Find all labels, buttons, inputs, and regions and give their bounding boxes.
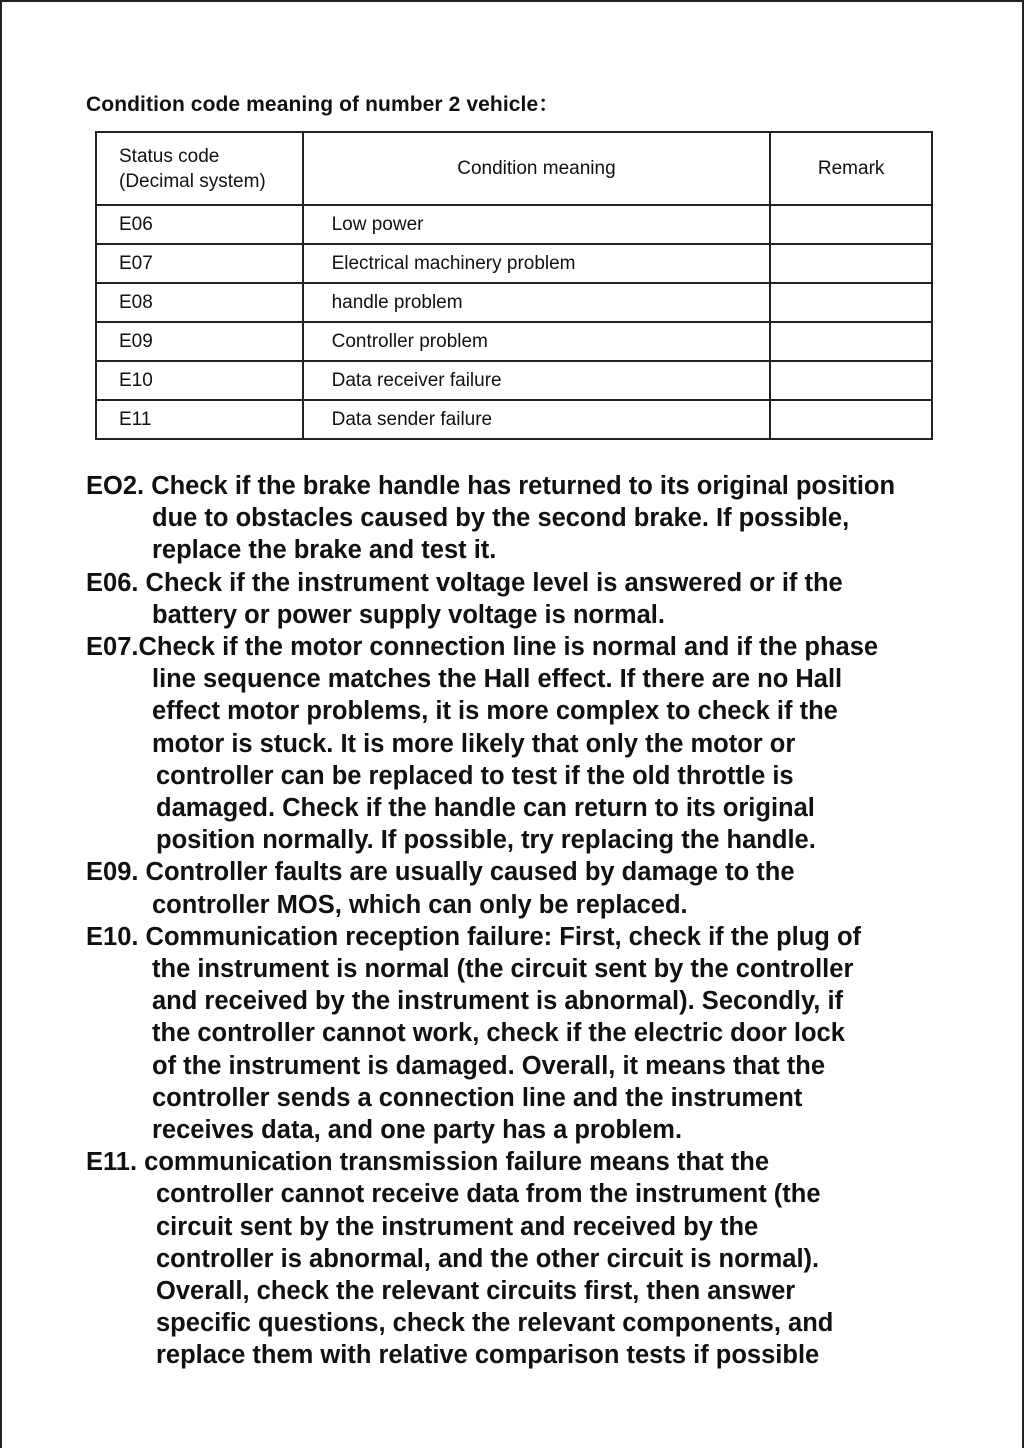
remark-cell bbox=[770, 400, 932, 439]
note-e06 bbox=[86, 567, 986, 631]
note-line: the instrument is normal (the circuit sent by the controller bbox=[152, 955, 854, 984]
note-line: EO2. Check if the brake handle has returned to its original position bbox=[86, 472, 896, 500]
table-row bbox=[96, 205, 932, 244]
remark-cell bbox=[770, 283, 932, 322]
note-line: battery or power supply voltage is normal. bbox=[152, 600, 665, 629]
table-row bbox=[96, 283, 932, 322]
status-code-cell: E07 bbox=[96, 244, 303, 283]
condition-meaning-cell: Data sender failure bbox=[303, 400, 771, 439]
note-line: E09. Controller faults are usually caused by damage to the bbox=[86, 858, 795, 887]
note-line: replace them with relative comparison tests if possible bbox=[156, 1341, 820, 1370]
header-status-code bbox=[96, 132, 303, 205]
remark-cell bbox=[770, 244, 932, 283]
condition-meaning-cell: handle problem bbox=[303, 283, 771, 322]
note-line: replace the brake and test it. bbox=[152, 536, 497, 565]
status-code-table bbox=[95, 131, 933, 440]
note-line: E07.Check if the motor connection line is normal and if the phase bbox=[86, 633, 879, 662]
note-line: controller sends a connection line and the instrument bbox=[152, 1083, 803, 1112]
note-e11 bbox=[86, 1146, 986, 1371]
note-line: E11. communication transmission failure means that the bbox=[86, 1148, 770, 1177]
note-line: specific questions, check the relevant components, and bbox=[156, 1309, 834, 1338]
table-row bbox=[96, 244, 932, 283]
header-status-line1: Status code bbox=[119, 145, 220, 167]
status-code-cell: E09 bbox=[96, 322, 303, 361]
note-line: E06. Check if the instrument voltage level is answered or if the bbox=[86, 568, 843, 597]
condition-meaning-cell: Data receiver failure bbox=[303, 361, 771, 400]
note-line: line sequence matches the Hall effect. If there are no Hall bbox=[152, 665, 843, 694]
troubleshooting-notes bbox=[86, 470, 986, 1372]
status-code-cell: E10 bbox=[96, 361, 303, 400]
note-line: position normally. If possible, try replacing the handle. bbox=[156, 826, 816, 855]
note-line: controller is abnormal, and the other circuit is normal). bbox=[156, 1244, 820, 1273]
note-e09 bbox=[86, 856, 986, 920]
header-remark: Remark bbox=[770, 132, 932, 205]
note-e10 bbox=[86, 921, 986, 1146]
condition-meaning-cell: Electrical machinery problem bbox=[303, 244, 771, 283]
remark-cell bbox=[770, 205, 932, 244]
note-line: of the instrument is damaged. Overall, it means that the bbox=[152, 1051, 826, 1080]
note-line: controller MOS, which can only be replaced. bbox=[152, 890, 688, 919]
page-title: Condition code meaning of number 2 vehicle： bbox=[86, 93, 560, 116]
note-line: E10. Communication reception failure: First, check if the plug of bbox=[86, 922, 862, 951]
note-line: motor is stuck. It is more likely that only the motor or bbox=[152, 729, 796, 758]
table-header-row bbox=[96, 132, 932, 205]
table-row bbox=[96, 322, 932, 361]
note-line: receives data, and one party has a problem. bbox=[152, 1116, 683, 1145]
note-line: due to obstacles caused by the second brake. If possible, bbox=[152, 504, 850, 533]
table-row bbox=[96, 400, 932, 439]
note-line: controller can be replaced to test if the old throttle is bbox=[156, 761, 794, 790]
note-line: circuit sent by the instrument and received by the bbox=[156, 1212, 759, 1241]
header-condition-meaning: Condition meaning bbox=[303, 132, 771, 205]
note-e02 bbox=[86, 470, 986, 567]
condition-meaning-cell: Low power bbox=[303, 205, 771, 244]
note-line: effect motor problems, it is more complex to check if the bbox=[152, 697, 838, 726]
note-line: the controller cannot work, check if the electric door lock bbox=[152, 1019, 845, 1048]
status-code-cell: E06 bbox=[96, 205, 303, 244]
note-line: Overall, check the relevant circuits first, then answer bbox=[156, 1277, 796, 1306]
remark-cell bbox=[770, 361, 932, 400]
table-row bbox=[96, 361, 932, 400]
note-line: controller cannot receive data from the instrument (the bbox=[156, 1180, 821, 1209]
note-e07 bbox=[86, 631, 986, 856]
condition-meaning-cell: Controller problem bbox=[303, 322, 771, 361]
note-line: and received by the instrument is abnormal). Secondly, if bbox=[152, 987, 844, 1016]
status-code-cell: E11 bbox=[96, 400, 303, 439]
header-status-line2: (Decimal system) bbox=[119, 170, 266, 192]
note-line: damaged. Check if the handle can return to its original bbox=[156, 794, 815, 823]
status-code-cell: E08 bbox=[96, 283, 303, 322]
remark-cell bbox=[770, 322, 932, 361]
